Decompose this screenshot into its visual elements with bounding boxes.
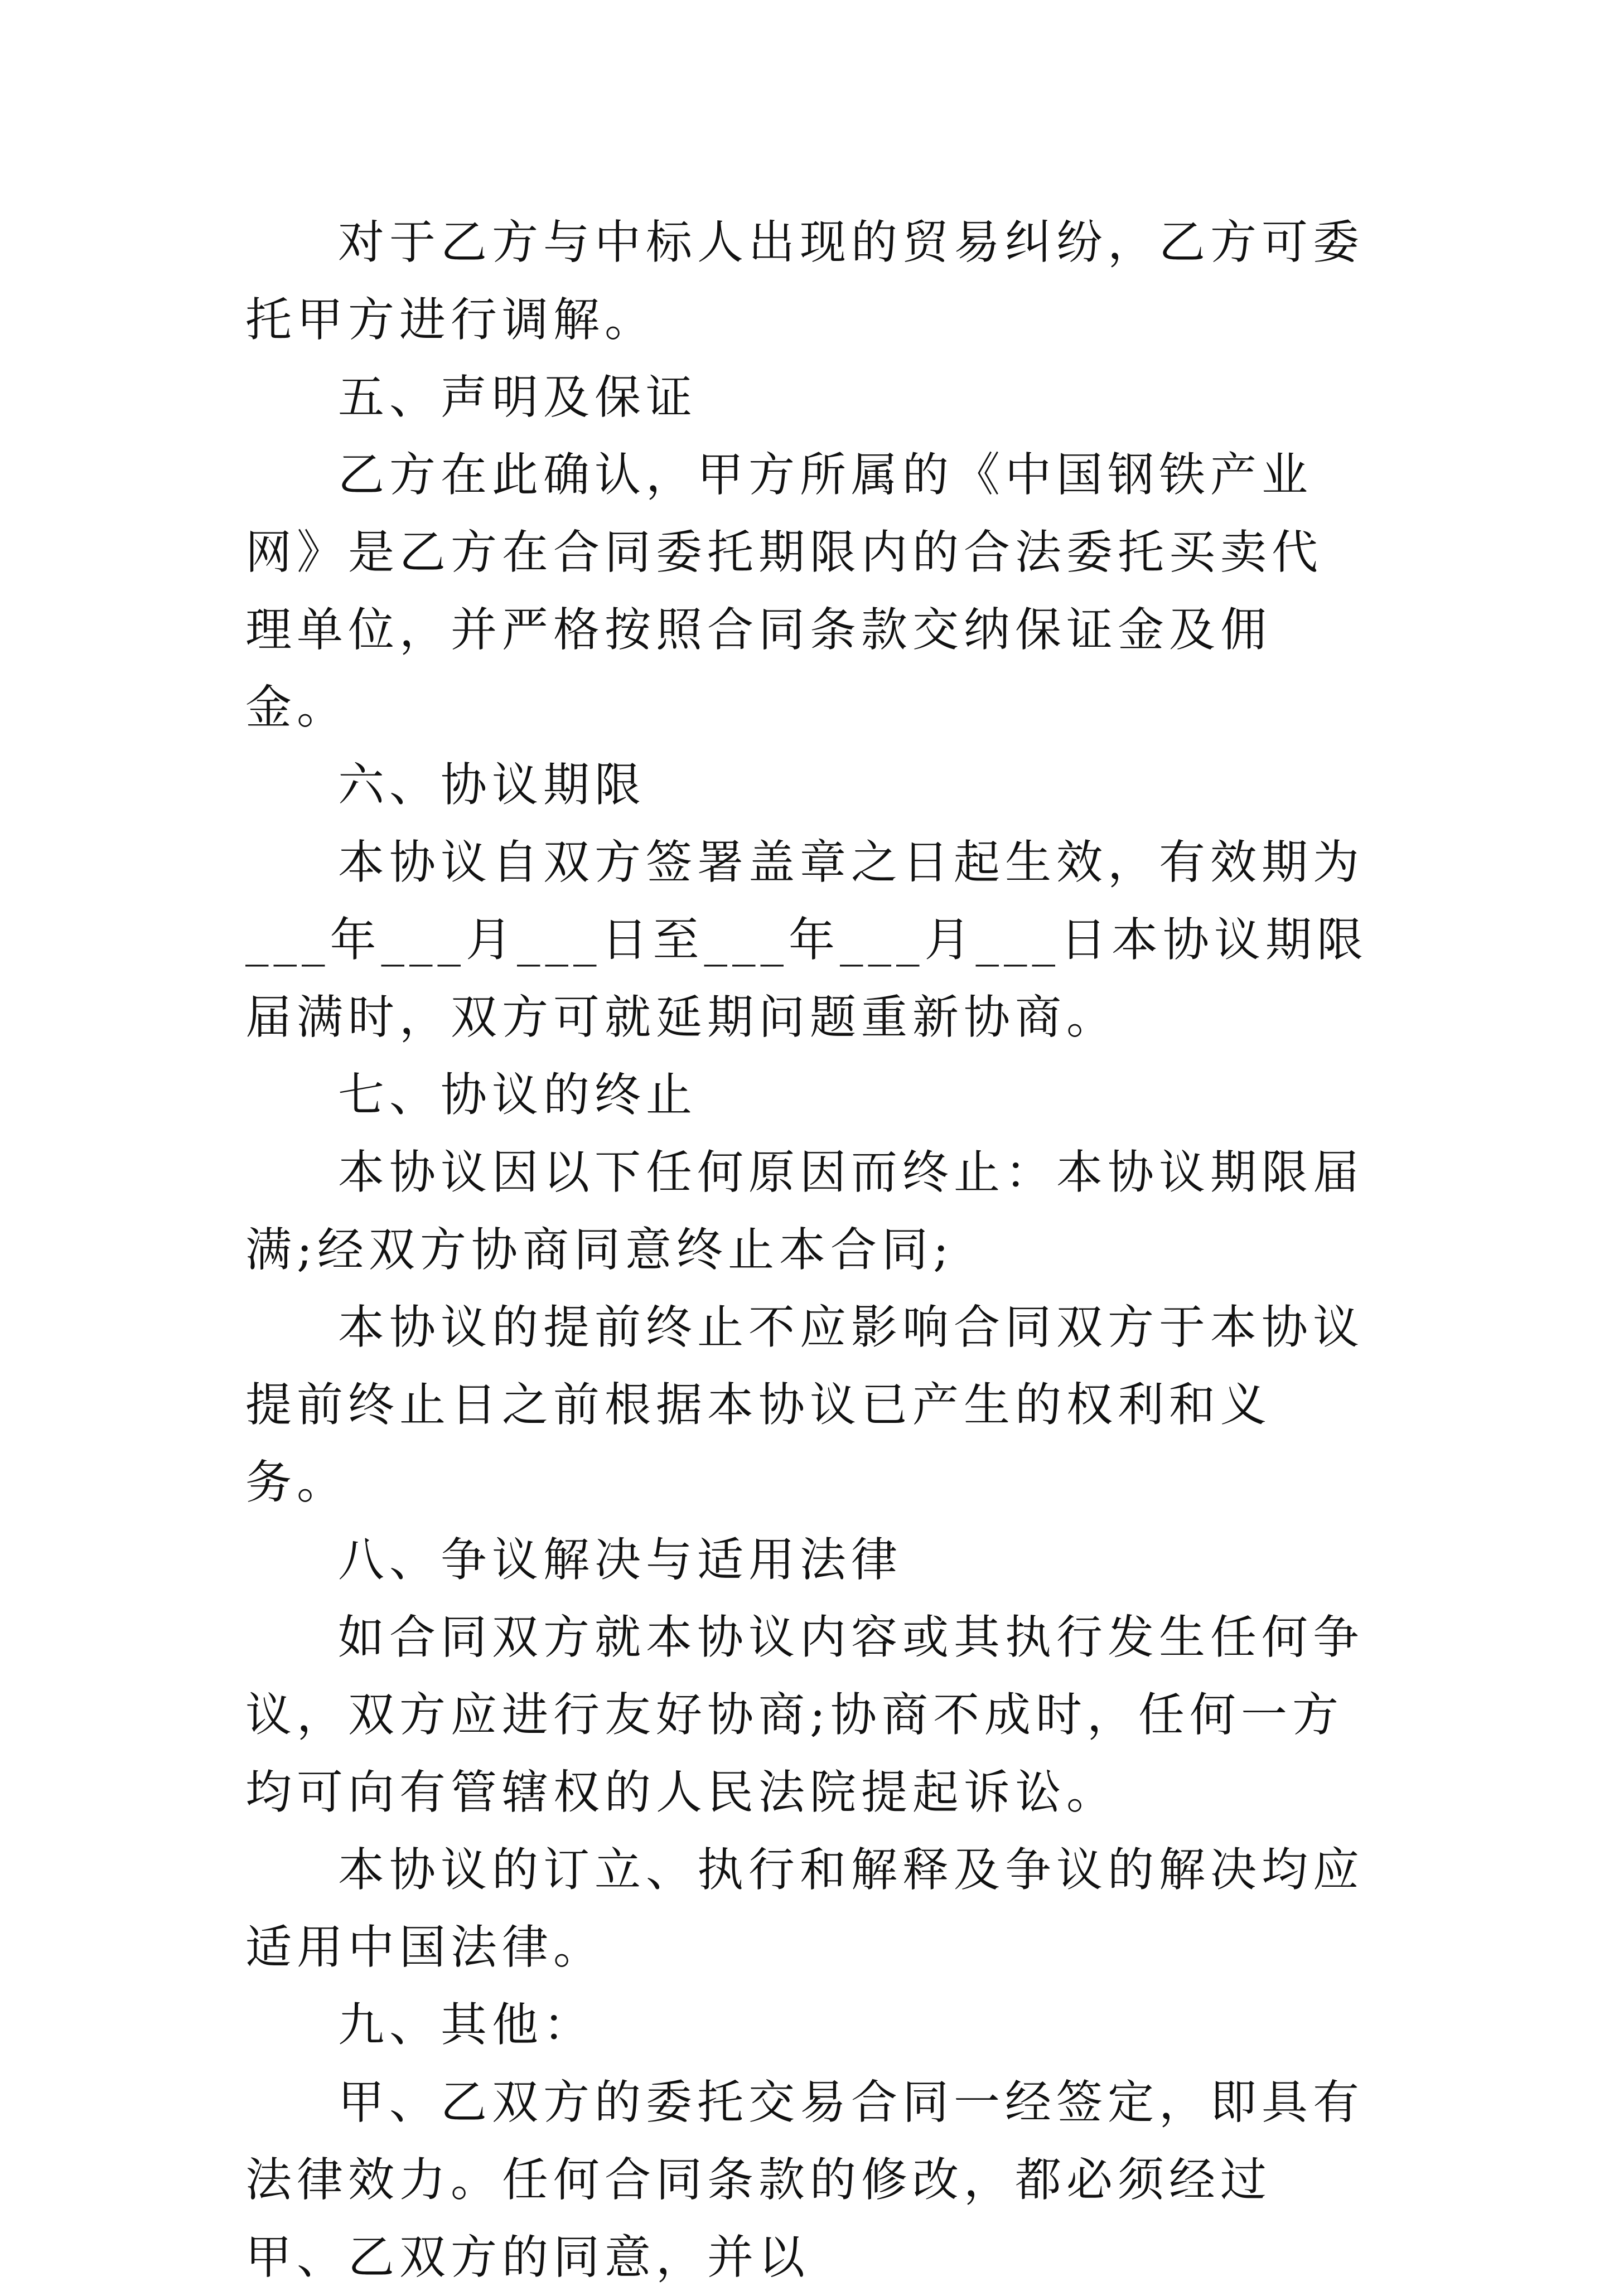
section-heading-other: 九、其他： (338, 1998, 595, 2052)
paragraph-mediation: 对于乙方与中标人出现的贸易纠纷，乙方可委托甲方进行调解。 (245, 215, 1364, 347)
paragraph-other: 甲、乙双方的委托交易合同一经签定，即具有法律效力。任何合同条款的修改，都必须经过甲、乙双方的同意，并以 (245, 2075, 1364, 2284)
paragraph-dispute-resolution: 如合同双方就本协议内容或其执行发生任何争议，双方应进行友好协商;协商不成时，任何一方均可向有管辖权的人民法院提起诉讼。 (245, 1610, 1364, 1819)
paragraph-termination-effect: 本协议的提前终止不应影响合同双方于本协议提前终止日之前根据本协议已产生的权利和义务。 (245, 1300, 1364, 1509)
paragraph-governing-law: 本协议的订立、执行和解释及争议的解决均应适用中国法律。 (245, 1843, 1364, 1974)
document-body (245, 204, 1372, 2296)
section-heading-term: 六、协议期限 (338, 758, 646, 812)
paragraph-declaration: 乙方在此确认，甲方所属的《中国钢铁产业网》是乙方在合同委托期限内的合法委托买卖代理单位，并严格按照合同条款交纳保证金及佣金。 (245, 448, 1323, 734)
section-heading-dispute: 八、争议解决与适用法律 (338, 1533, 902, 1587)
section-heading-termination: 七、协议的终止 (338, 1068, 697, 1122)
section-heading-declaration: 五、声明及保证 (338, 370, 697, 424)
paragraph-termination-reasons: 本协议因以下任何原因而终止：本协议期限届满;经双方协商同意终止本合同; (245, 1145, 1364, 1277)
paragraph-term: 本协议自双方签署盖章之日起生效，有效期为___年___月___日至___年___月___日本协议期限届满时，双方可就延期问题重新协商。 (245, 835, 1368, 1044)
